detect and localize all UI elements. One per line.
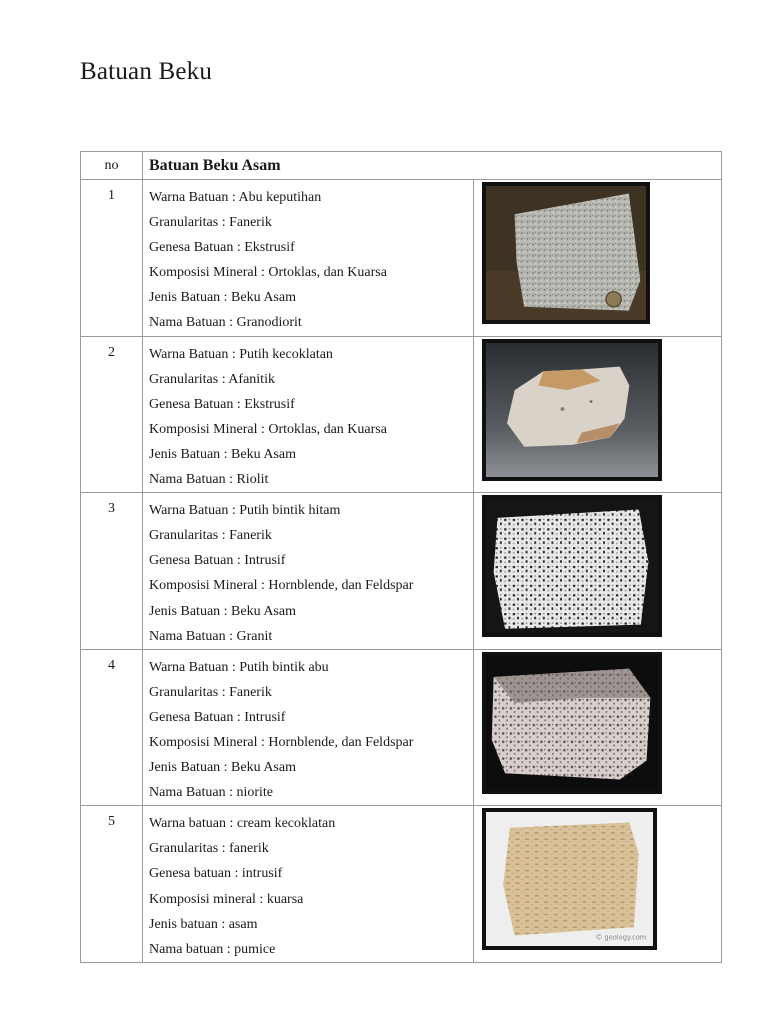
row-number: 2 [81, 336, 143, 493]
row-description [143, 493, 474, 650]
row-number: 4 [81, 649, 143, 806]
genesis-line: Genesa Batuan : Intrusif [149, 709, 286, 725]
row-image-cell [474, 493, 722, 650]
rock-type-line: Jenis Batuan : Beku Asam [149, 446, 296, 462]
table-header-row [81, 152, 722, 180]
row-image-cell [474, 180, 722, 337]
rock-name-line: Nama Batuan : Granit [149, 628, 273, 644]
row-description [143, 806, 474, 963]
rock-color-line: Warna Batuan : Putih bintik abu [149, 659, 329, 675]
rock-color-line: Warna Batuan : Putih bintik hitam [149, 503, 341, 519]
mineral-composition-line: Komposisi Mineral : Ortoklas, dan Kuarsa [149, 265, 387, 281]
photo-watermark: © geology.com [595, 932, 647, 943]
genesis-line: Genesa Batuan : Ekstrusif [149, 240, 295, 256]
row-description [143, 180, 474, 337]
table-row [81, 180, 722, 337]
granularity-line: Granularitas : Afanitik [149, 371, 275, 387]
genesis-line: Genesa Batuan : Intrusif [149, 553, 286, 569]
granularity-line: Granularitas : Fanerik [149, 528, 272, 544]
mineral-composition-line: Komposisi mineral : kuarsa [149, 891, 304, 907]
table-row [81, 806, 722, 963]
rock-table [80, 151, 722, 963]
pumice-rock-photo [482, 808, 657, 950]
row-image-cell [474, 649, 722, 806]
header-title: Batuan Beku Asam [143, 152, 722, 180]
rock-name-line: Nama batuan : pumice [149, 941, 276, 957]
genesis-line: Genesa batuan : intrusif [149, 866, 283, 882]
granodiorite-rock-photo [482, 182, 650, 324]
row-image-cell [474, 806, 722, 963]
genesis-line: Genesa Batuan : Ekstrusif [149, 396, 295, 412]
rock-color-line: Warna Batuan : Abu keputihan [149, 190, 322, 205]
granite-rock-photo [482, 495, 662, 637]
row-description [143, 336, 474, 493]
row-number: 5 [81, 806, 143, 963]
rock-name-line: Nama Batuan : Granodiorit [149, 315, 302, 331]
granularity-line: Granularitas : fanerik [149, 841, 269, 857]
row-image-cell [474, 336, 722, 493]
row-description [143, 649, 474, 806]
rock-type-line: Jenis Batuan : Beku Asam [149, 603, 296, 619]
table-row [81, 493, 722, 650]
table-row [81, 336, 722, 493]
rock-color-line: Warna Batuan : Putih kecoklatan [149, 346, 333, 362]
table-row [81, 649, 722, 806]
granularity-line: Granularitas : Fanerik [149, 215, 272, 231]
rock-type-line: Jenis batuan : asam [149, 916, 258, 932]
row-number: 1 [81, 180, 143, 337]
mineral-composition-line: Komposisi Mineral : Hornblende, dan Feldspar [149, 734, 414, 750]
rock-name-line: Nama Batuan : Riolit [149, 472, 269, 488]
rock-color-line: Warna batuan : cream kecoklatan [149, 816, 336, 832]
diorite-rock-photo [482, 652, 662, 794]
rock-name-line: Nama Batuan : niorite [149, 785, 274, 801]
header-no: no [81, 152, 143, 180]
page-title: Batuan Beku [80, 58, 213, 85]
mineral-composition-line: Komposisi Mineral : Ortoklas, dan Kuarsa [149, 421, 387, 437]
granularity-line: Granularitas : Fanerik [149, 684, 272, 700]
row-number: 3 [81, 493, 143, 650]
mineral-composition-line: Komposisi Mineral : Hornblende, dan Feldspar [149, 578, 414, 594]
rock-type-line: Jenis Batuan : Beku Asam [149, 290, 296, 306]
rhyolite-rock-photo [482, 339, 662, 481]
rock-type-line: Jenis Batuan : Beku Asam [149, 760, 296, 776]
